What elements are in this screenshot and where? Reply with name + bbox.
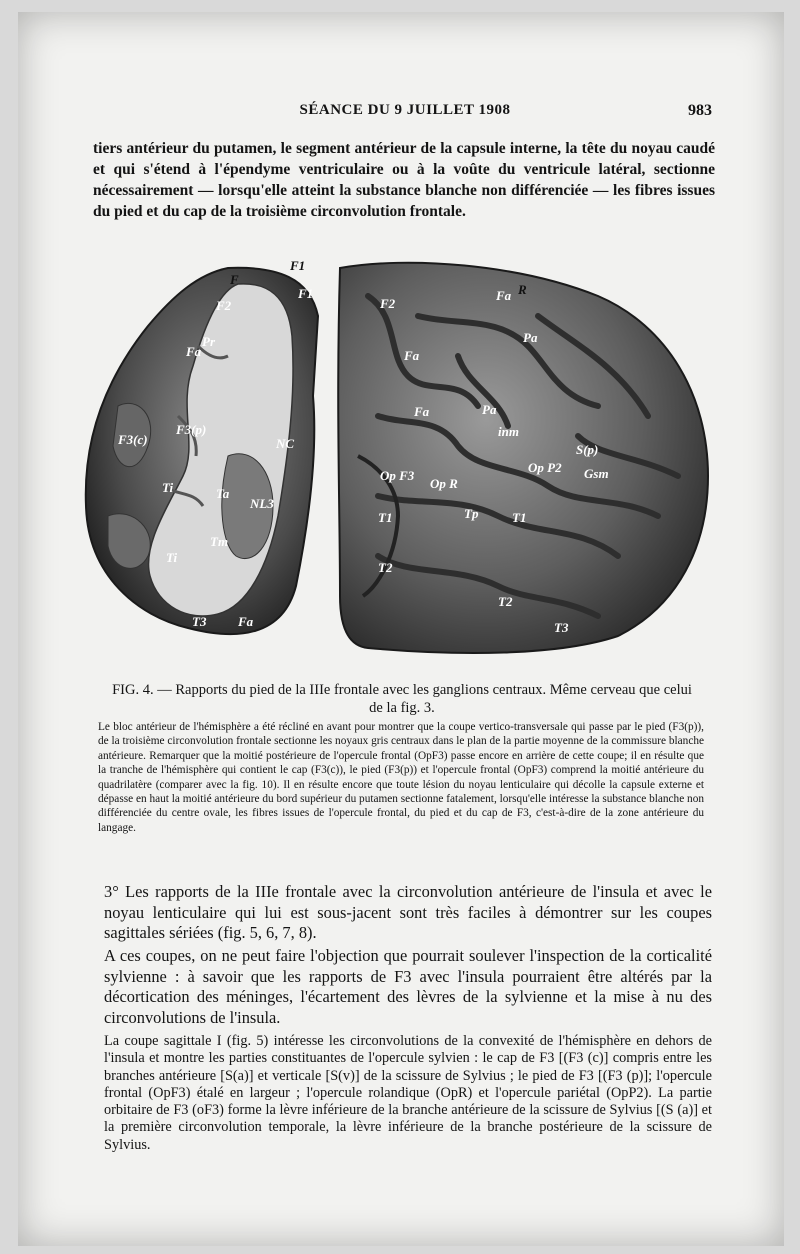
header-title: SÉANCE DU 9 JUILLET 1908 bbox=[299, 102, 511, 118]
brain-figure bbox=[78, 256, 718, 661]
fig-label: F2 bbox=[216, 298, 232, 313]
fig-label: T2 bbox=[498, 594, 513, 609]
fig-label: T3 bbox=[554, 620, 569, 635]
fig-label: Op R bbox=[430, 476, 458, 491]
fig-label: R bbox=[518, 282, 527, 297]
fig-label: Pr bbox=[202, 334, 215, 349]
running-header bbox=[98, 102, 712, 124]
document-page bbox=[18, 12, 784, 1246]
fig-label: F bbox=[230, 272, 239, 287]
fig-label: Op P2 bbox=[528, 460, 562, 475]
fig-label: S(p) bbox=[576, 442, 599, 457]
paragraph-coupe-sagittale: La coupe sagittale I (fig. 5) intéresse les circonvolutions de la convexité de l'hémisphère en dehors de l'insula et montre les parties constituantes de l'opercule sylvien : le cap de F3 [(F3 (c)] compris entre les branches antérieure [S(a)] et verticale [S(v)] de la scissure de Sylvius ; le pied de F3 [(F3 (p)]; l'opercule frontal (OpF3) étalé en largeur ; l'opercule rolandique (OpR) et l'opercule pariétal (OpP2). La partie orbitaire de F3 (oF3) forme la lèvre inférieure de la branche antérieure de la scissure de Sylvius [(S (a)] et la première circonvolution temporale, la lèvre inférieure de la branche postérieure de la scissure de Sylvius. bbox=[104, 1033, 712, 1153]
fig-label: inm bbox=[498, 424, 519, 439]
brain-illustration bbox=[78, 256, 718, 661]
fig-label: F3(p) bbox=[176, 422, 207, 437]
fig-label: Ti bbox=[162, 480, 174, 495]
paragraph-objection: A ces coupes, on ne peut faire l'objection que pourrait soulever l'inspection de la corticalité sylvienne : à savoir que les rapports de F3 avec l'insula pourraient être altérés par la décortication des méninges, l'écartement des lèvres de la sylvienne et la mise à nu des circonvolutions de l'insula. bbox=[104, 946, 712, 1027]
figure-caption-title: FIG. 4. — Rapports du pied de la IIIe frontale avec les ganglions centraux. Même cerveau que celui de la fig. 3. bbox=[112, 682, 692, 716]
fig-label: Op F3 bbox=[380, 468, 415, 483]
page-number: 983 bbox=[688, 102, 712, 119]
fig-label: T1 bbox=[512, 510, 527, 525]
fig-label: T3 bbox=[192, 614, 207, 629]
fig-label: Tm bbox=[210, 534, 229, 549]
fig-label: F1 bbox=[290, 258, 306, 273]
paragraph-rapports: 3° Les rapports de la IIIe frontale avec la circonvolution antérieure de l'insula et avec le noyau lenticulaire qui lui est sous-jacent sont très faciles à démontrer sur les coupes sagittales sériées (fig. 5, 6, 7, 8). bbox=[104, 882, 712, 942]
fig-label: F3(c) bbox=[118, 432, 148, 447]
fig-label: Tp bbox=[464, 506, 479, 521]
fig-label: Pa bbox=[482, 402, 497, 417]
fig-label: Fa bbox=[404, 348, 420, 363]
right-section bbox=[338, 263, 708, 653]
fig-label: NL3 bbox=[250, 496, 274, 511]
fig-label: F2 bbox=[380, 296, 396, 311]
fig-label: NC bbox=[276, 436, 295, 451]
fig-label: Fa bbox=[496, 288, 512, 303]
fig-label: Ta bbox=[216, 486, 230, 501]
fig-label: Fa bbox=[186, 344, 202, 359]
fig-label: Gsm bbox=[584, 466, 609, 481]
fig-label: Fa bbox=[414, 404, 430, 419]
fig-label: Pa bbox=[523, 330, 538, 345]
fig-label: T1 bbox=[378, 510, 393, 525]
fig-label: Ti bbox=[166, 550, 178, 565]
fig-label: F1 bbox=[298, 286, 314, 301]
fig-label: T2 bbox=[378, 560, 393, 575]
top-paragraph: tiers antérieur du putamen, le segment antérieur de la capsule interne, la tête du noyau caudé et qui s'étend à l'épendyme ventriculaire ou à la voûte du ventricule latéral, sectionne nécessairement — lorsqu'elle atteint la substance blanche non différenciée — les fibres issues du pied et du cap de la troisième circonvolution frontale. bbox=[93, 140, 715, 220]
fig-label: Fa bbox=[238, 614, 254, 629]
figure-caption-body: Le bloc antérieur de l'hémisphère a été récliné en avant pour montrer que la coupe vertico-transversale qui passe par le pied (F3(p)), de la troisième circonvolution frontale sectionne les noyaux gris centraux dans le plan de la partie moyenne de la commissure blanche antérieure. Remarquer que la moitié postérieure de l'opercule frontal (OpF3) passe encore en arrière de cette coupe; il en résulte que la tranche de l'hémisphère qui contient le cap (F3(c)), le pied (F3(p)) et l'opercule frontal (OpF3) comprend la moitié antérieure du quadrilatère (comparer avec la fig. 10). Il en résulte encore que toute lésion du noyau lenticulaire qui décolle la capsule externe et dépasse en haut la moitié antérieure du bord supérieur du putamen sectionne fatalement, lorsqu'elle intéresse la substance blanche non différenciée du centre ovale, les fibres issues de l'opercule frontal, du pied et du cap de F3, c'est-à-dire de la zone antérieure du langage. bbox=[98, 721, 704, 834]
